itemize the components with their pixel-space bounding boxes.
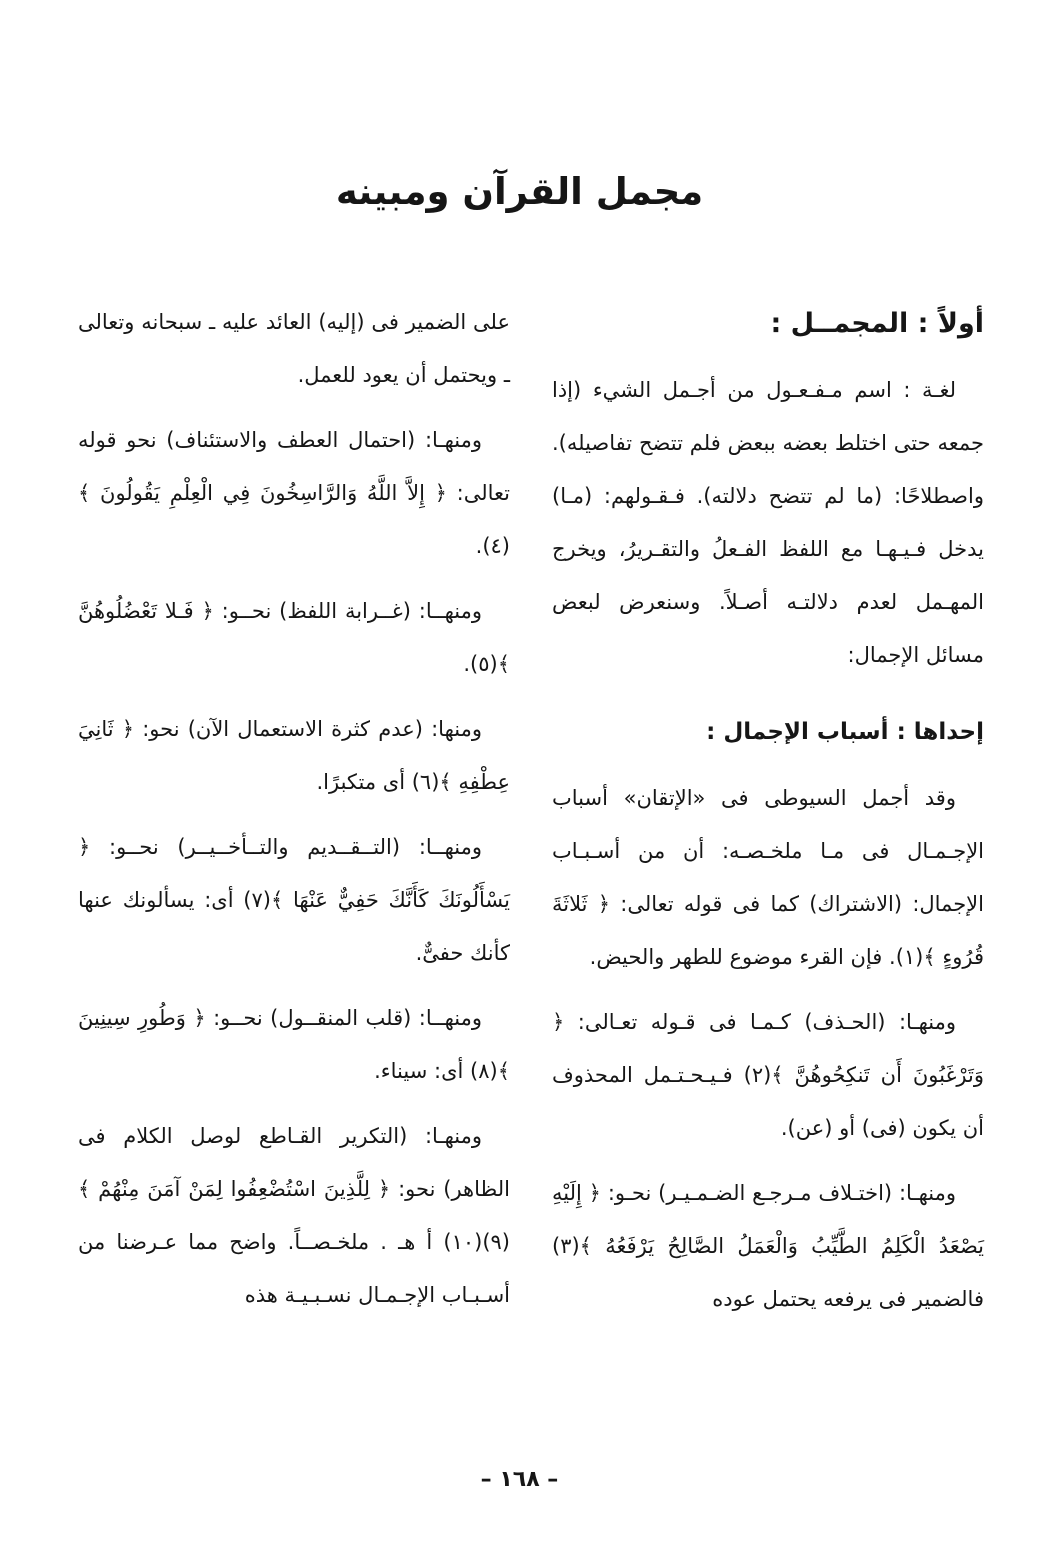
paragraph-istimal: ومنها: (عدم كثرة الاستعمال الآن) نحو: ﴿ ثَانِيَ عِطْفِهِ ﴾(٦) أى متكبرًا.: [78, 717, 510, 794]
paragraph-gharaba: ومنهــا: (غــرابة اللفظ) نحــو: ﴿ فَـلا تَعْضُلُوهُنَّ ﴾(٥).: [78, 599, 510, 676]
left-column: [78, 296, 510, 1322]
paragraph-taqdim: ومنهــا: (التــقــديم والتــأخــيــر) نحــو: ﴿ يَسْأَلُونَكَ كَأَنَّكَ حَفِيٌّ عَنْهَا ﴾(٧) أى: يسألونك عنها كأنك حفىٌّ.: [78, 835, 510, 965]
paragraph-ishtirak: وقد أجمل السيوطى فى «الإتقان» أسباب الإجـمـال فى مـا ملخـصـه: أن من أسـبـاب الإجمال: (الاشتراك) كما فى قوله تعالى: ﴿ ثَلاثَةَ قُرُوءٍ ﴾(١). فإن القرء موضوع للطهر والحيض.: [552, 786, 984, 969]
paragraph-damir-continued: على الضمير فى (إليه) العائد عليه ـ سبحانه وتعالى ـ ويحتمل أن يعود للعمل.: [78, 310, 510, 387]
paragraph-takrir: ومنهـا: (التكرير القـاطع لوصل الكلام فى الظاهر) نحو: ﴿ لِلَّذِينَ اسْتُضْعِفُوا لِمَنْ آمَنَ مِنْهُمْ ﴾(٩)(١٠) أ هـ . ملخـصــاً. واضح مما عـرضنا من أسـبـاب الإجـمـال نسـبـيـة هذه: [78, 1124, 510, 1307]
section-heading-mujmal: أولاً : المجمــل :: [770, 308, 984, 339]
subheading-causes: إحداها : أسباب الإجمال :: [706, 719, 984, 745]
paragraph-hadhf: ومنهـا: (الحـذف) كـمـا فى قـوله تعـالى: ﴿ وَتَرْغَبُونَ أَن تَنكِحُوهُنَّ ﴾(٢) فـيـحـتـمل المحذوف أن يكون (فى) أو (عن).: [552, 1010, 985, 1140]
page-title: مجمل القرآن ومبينه: [335, 170, 704, 213]
paragraph-qalb: ومنهــا: (قلب المنقــول) نحــو: ﴿ وَطُورِ سِينِينَ ﴾(٨) أى: سيناء.: [78, 1006, 510, 1083]
right-column: [552, 296, 984, 1326]
paragraph-damir: ومنهـا: (اختـلاف مـرجـع الضـمـيـر) نحـو: ﴿ إِلَيْهِ يَصْعَدُ الْكَلِمُ الطَّيِّبُ وَالْعَمَلُ الصَّالِحُ يَرْفَعُهُ ﴾(٣) فالضمير فى يرفعه يحتمل عوده: [552, 1181, 984, 1311]
page-number: – ١٦٨ –: [480, 1467, 559, 1492]
definition-paragraph: لغـة : اسم مـفـعـول من أجـمل الشيء (إذا جمعه حتى اختلط بعضه ببعض فلم تتضح تفاصيله). واصطلاحًا: (ما لم تتضح دلالته). فـقـولهم: (مـا) يدخل فـيـهـا مع اللفظ الفـعلُ والتقـريرُ، ويخرج المهـمل لعدم دلالتـه أصـلاً. وسنعرض لبعض مسائل الإجمال:: [552, 378, 984, 667]
paragraph-atf: ومنهـا: (احتمال العطف والاستئناف) نحو قوله تعالى: ﴿ إِلاَّ اللَّهُ وَالرَّاسِخُونَ فِي الْعِلْمِ يَقُولُونَ ﴾(٤).: [78, 428, 510, 558]
